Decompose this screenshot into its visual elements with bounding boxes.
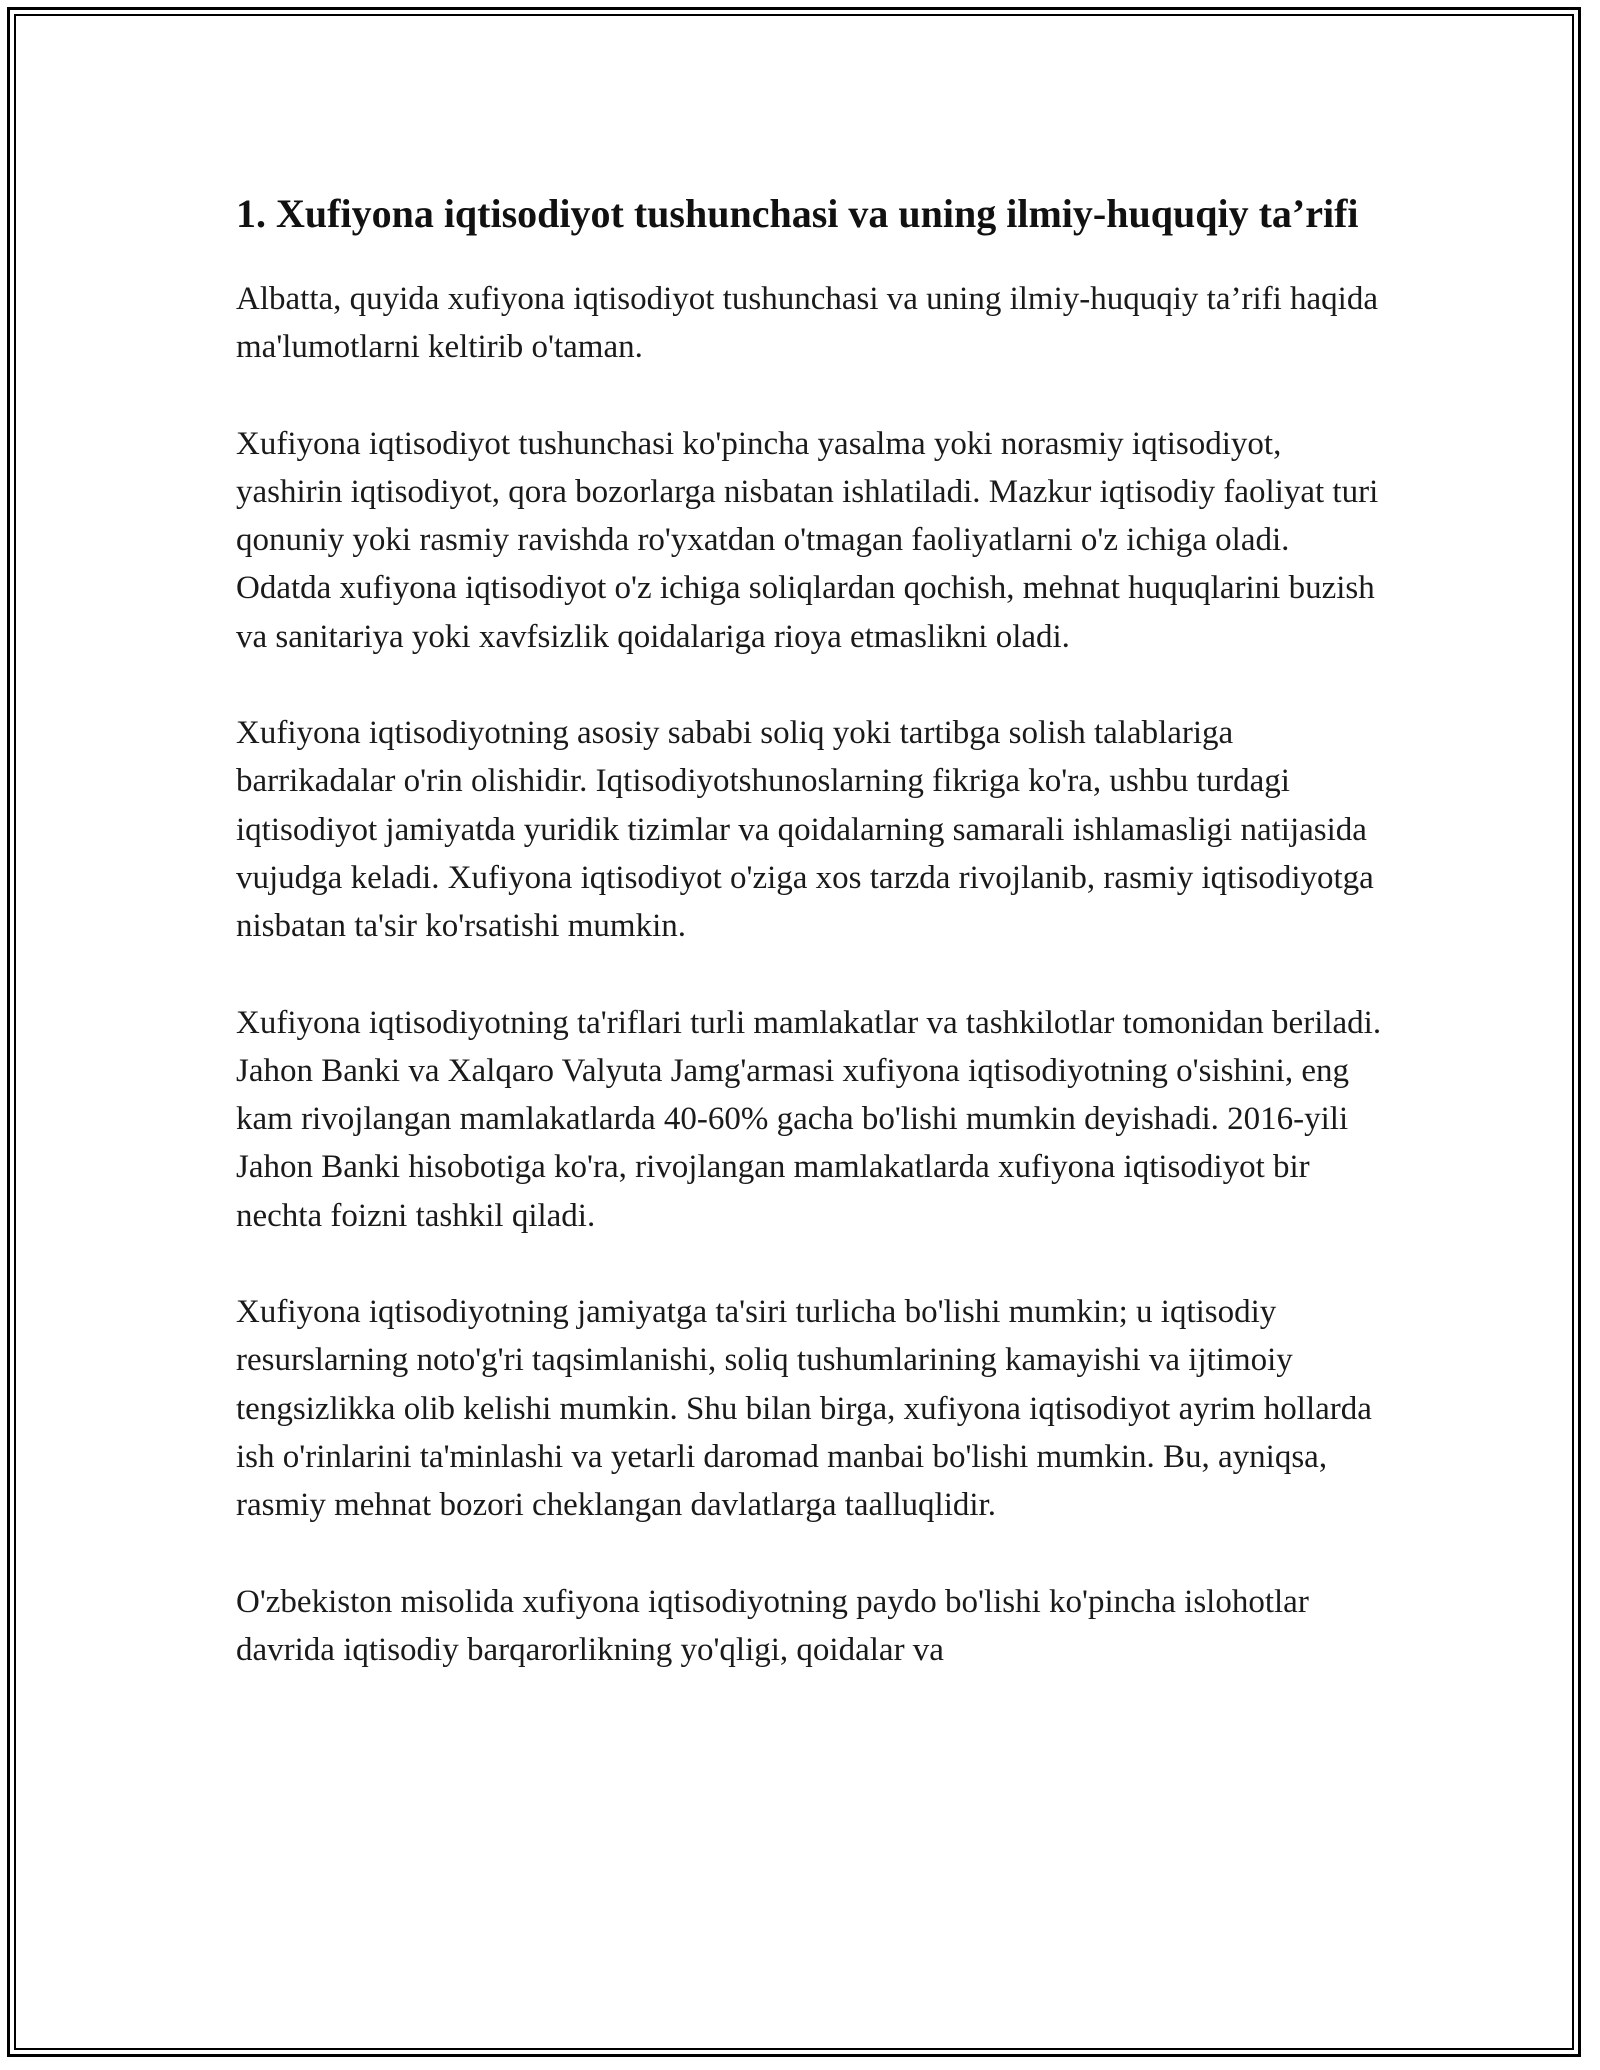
paragraph-causes: Xufiyona iqtisodiyotning asosiy sababi soliq yoki tartibga solish talablariga barrikadalar o'rin olishidir. Iqtisodiyotshunoslarning fikriga ko'ra, ushbu turdagi iqtisodiyot jamiyatda yuridik tizimlar va qoidalarning samarali ishlamasligi natijasida vujudga keladi. Xufiyona iqtisodiyot o'ziga xos tarzda rivojlanib, rasmiy iqtisodiyotga nisbatan ta'sir ko'rsatishi mumkin.: [236, 715, 1374, 945]
paragraph-definition: Xufiyona iqtisodiyot tushunchasi ko'pincha yasalma yoki norasmiy iqtisodiyot, yashirin iqtisodiyot, qora bozorlarga nisbatan ishlatiladi. Mazkur iqtisodiy faoliyat turi qonuniy yoki rasmiy ravishda ro'yxatdan o'tmagan faoliyatlarni o'z ichiga oladi. Odatda xufiyona iqtisodiyot o'z ichiga soliqlardan qochish, mehnat huquqlarini buzish va sanitariya yoki xavfsizlik qoidalariga rioya etmaslikni oladi.: [236, 425, 1379, 655]
paragraph-social-impact: Xufiyona iqtisodiyotning jamiyatga ta'siri turlicha bo'lishi mumkin; u iqtisodiy resurslarning noto'g'ri taqsimlanishi, soliq tushumlarining kamayishi va ijtimoiy tengsizlikka olib kelishi mumkin. Shu bilan birga, xufiyona iqtisodiyot ayrim hollarda ish o'rinlarini ta'minlashi va yetarli daromad manbai bo'lishi mumkin. Bu, ayniqsa, rasmiy mehnat bozori cheklangan davlatlarga taalluqlidir.: [236, 1294, 1372, 1524]
paragraph-intro: Albatta, quyida xufiyona iqtisodiyot tushunchasi va uning ilmiy-huquqiy ta’rifi haqida ma'lumotlarni keltirib o'taman.: [236, 281, 1378, 366]
paragraph-uzbekistan-example: O'zbekiston misolida xufiyona iqtisodiyotning paydo bo'lishi ko'pincha islohotlar davrida iqtisodiy barqarorlikning yo'qligi, qoidalar va: [236, 1583, 1309, 1668]
document-body: [236, 186, 1386, 1722]
section-title: 1. Xufiyona iqtisodiyot tushunchasi va uning ilmiy-huquqiy ta’rifi: [236, 191, 1359, 236]
paragraph-definitions-by-organizations: Xufiyona iqtisodiyotning ta'riflari turli mamlakatlar va tashkilotlar tomonidan beriladi. Jahon Banki va Xalqaro Valyuta Jamg'armasi xufiyona iqtisodiyotning o'sishini, eng kam rivojlangan mamlakatlarda 40-60% gacha bo'lishi mumkin deyishadi. 2016-yili Jahon Banki hisobotiga ko'ra, rivojlangan mamlakatlarda xufiyona iqtisodiyot bir nechta foizni tashkil qiladi.: [236, 1004, 1382, 1234]
